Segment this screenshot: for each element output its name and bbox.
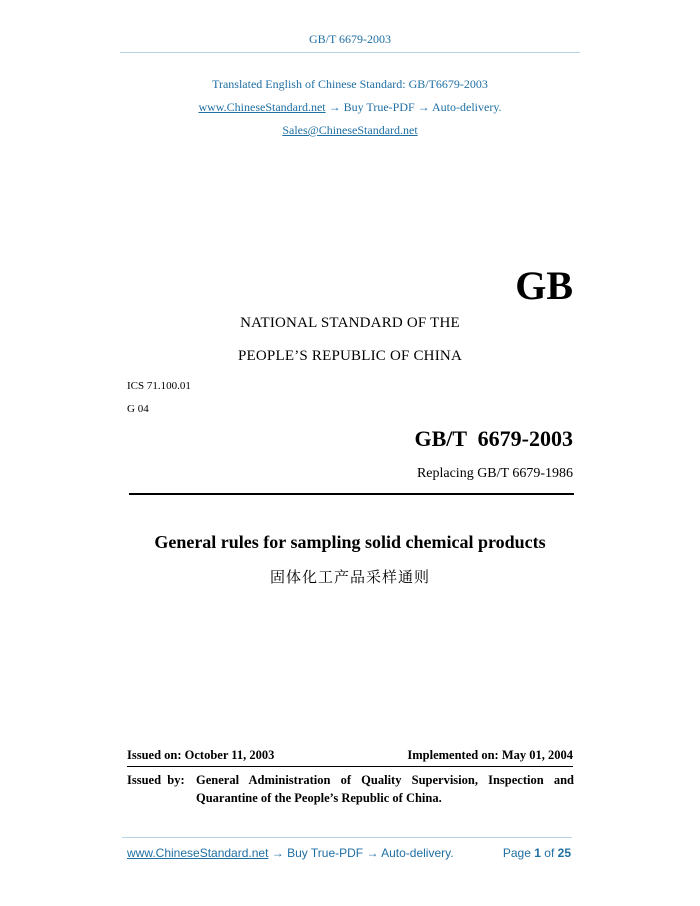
footer-purchase-notice xyxy=(127,846,454,860)
page-indicator xyxy=(503,846,571,860)
issued-by-label: Issued by: xyxy=(127,773,185,787)
ics-code: ICS 71.100.01 xyxy=(127,380,191,392)
running-header-title: GB/T 6679-2003 xyxy=(308,32,392,46)
page-total: 25 xyxy=(557,846,571,860)
footer-purchase-text: → Buy True-PDF → Auto-delivery. xyxy=(268,846,454,860)
footer-divider xyxy=(122,837,572,838)
page-label: Page xyxy=(502,846,531,860)
email-notice xyxy=(0,123,700,138)
title-divider xyxy=(129,493,574,495)
issued-on-date: Issued on: October 11, 2003 xyxy=(127,748,275,762)
replacing-standard: Replacing GB/T 6679-1986 xyxy=(416,466,573,481)
document-title-chinese: 固体化工产品采样通则 xyxy=(269,568,430,586)
national-standard-line2: PEOPLE’S REPUBLIC OF CHINA xyxy=(238,348,462,364)
header-divider xyxy=(120,52,580,53)
national-standard-line1: NATIONAL STANDARD OF THE xyxy=(240,315,460,331)
purchase-notice-text: → Buy True-PDF → Auto-delivery. xyxy=(325,100,502,114)
standard-number: GB/T 6679-2003 xyxy=(414,426,573,451)
issuance-divider xyxy=(127,766,573,767)
gb-logo: GB xyxy=(515,263,573,308)
purchase-notice xyxy=(0,100,700,115)
page-current: 1 xyxy=(534,846,541,860)
email-link[interactable]: Sales@ChineseStandard.net xyxy=(282,123,418,137)
issued-by-line1: General Administration of Quality Supervision, Inspection and xyxy=(196,773,574,787)
site-link[interactable]: www.ChineseStandard.net xyxy=(198,100,326,114)
footer-site-link[interactable]: www.ChineseStandard.net xyxy=(127,846,269,860)
document-title: General rules for sampling solid chemical products xyxy=(154,532,546,552)
page-of: of xyxy=(544,846,555,860)
translation-notice: Translated English of Chinese Standard: GB/T6679-2003 xyxy=(212,77,488,91)
issued-by-line2: Quarantine of the People’s Republic of China. xyxy=(196,791,442,805)
implemented-on-date: Implemented on: May 01, 2004 xyxy=(407,748,573,762)
classification-code: G 04 xyxy=(127,403,149,415)
